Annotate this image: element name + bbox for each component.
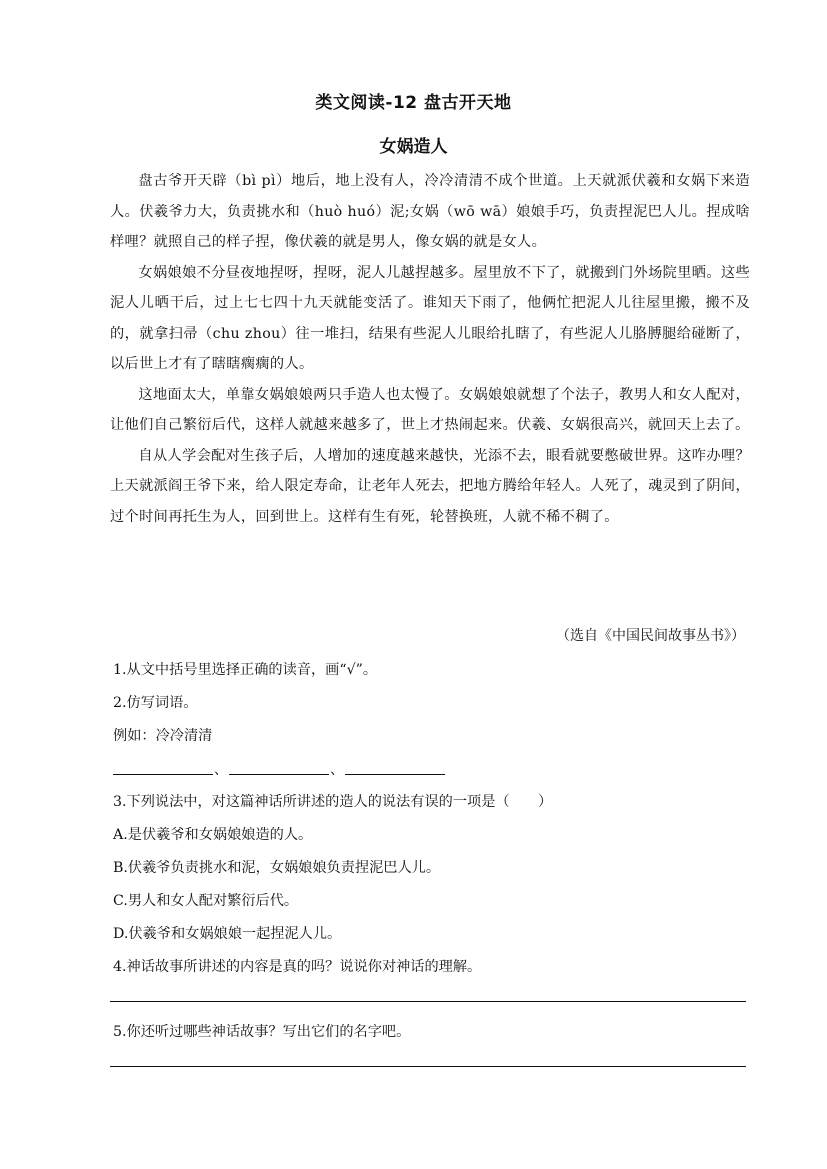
question-5: 5.你还听过哪些神话故事？写出它们的名字吧。 — [113, 1024, 411, 1040]
story-body — [110, 166, 750, 532]
story-title: 女娲造人 — [379, 137, 448, 157]
story-paragraph: 女娲娘娘不分昼夜地捏呀，捏呀，泥人儿越捏越多。屋里放不下了，就搬到门外场院里晒。这些泥人儿晒干后，过上七七四十九天就能变活了。谁知天下雨了，他俩忙把泥人儿往屋里搬，搬不及的，就拿扫帚（chu zhou）往一堆扫，结果有些泥人儿眼给扎瞎了，有些泥人儿胳膊腿给碰断了，以后世上才有了瞎瞎瘸瘸的人。 — [110, 264, 750, 372]
answer-blank[interactable] — [113, 774, 213, 775]
question-3: 3.下列说法中，对这篇神话所讲述的造人的说法有误的一项是（ ） — [113, 794, 553, 810]
story-paragraph: 这地面太大，单靠女娲娘娘两只手造人也太慢了。女娲娘娘就想了个法子，教男人和女人配对，让他们自己繁衍后代，这样人就越来越多了，世上才热闹起来。伏羲、女娲很高兴，就回天上去了。 — [110, 386, 750, 433]
answer-line[interactable] — [110, 1001, 746, 1002]
question-3-option-c: C.男人和女人配对繁衍后代。 — [113, 893, 299, 909]
page-title: 类文阅读-12 盘古开天地 — [315, 93, 512, 113]
question-2: 2.仿写词语。 — [113, 695, 198, 711]
answer-blank[interactable] — [229, 774, 329, 775]
story-paragraph: 盘古爷开天辟（bì pì）地后，地上没有人，冷冷清清不成个世道。上天就派伏羲和女娲下来造人。伏羲爷力大，负责挑水和（huò huó）泥;女娲（wō wā）娘娘手巧，负责捏泥巴人儿。捏成啥样哩？就照自己的样子捏，像伏羲的就是男人，像女娲的就是女人。 — [110, 173, 750, 250]
question-2-example: 例如：冷冷清清 — [113, 728, 213, 744]
blank-separator: 、 — [330, 762, 344, 778]
question-3-option-a: A.是伏羲爷和女娲娘娘造的人。 — [113, 827, 313, 843]
question-3-option-b: B.伏羲爷负责挑水和泥，女娲娘娘负责捏泥巴人儿。 — [113, 860, 441, 876]
question-4: 4.神话故事所讲述的内容是真的吗？说说你对神话的理解。 — [113, 959, 482, 975]
blank-separator: 、 — [214, 762, 228, 778]
question-1: 1.从文中括号里选择正确的读音，画“√”。 — [113, 662, 378, 678]
answer-blank[interactable] — [345, 774, 445, 775]
story-paragraph: 自从人学会配对生孩子后，人增加的速度越来越快，光添不去，眼看就要憋破世界。这咋办哩？上天就派阎王爷下来，给人限定寿命，让老年人死去，把地方腾给年轻人。人死了，魂灵到了阴间，过个时间再托生为人，回到世上。这样有生有死，轮替换班，人就不稀不稠了。 — [110, 447, 750, 525]
answer-line[interactable] — [110, 1066, 746, 1067]
source-citation: （选自《中国民间故事丛书》） — [556, 628, 745, 644]
question-3-option-d: D.伏羲爷和女娲娘娘一起捏泥人儿。 — [113, 926, 342, 942]
